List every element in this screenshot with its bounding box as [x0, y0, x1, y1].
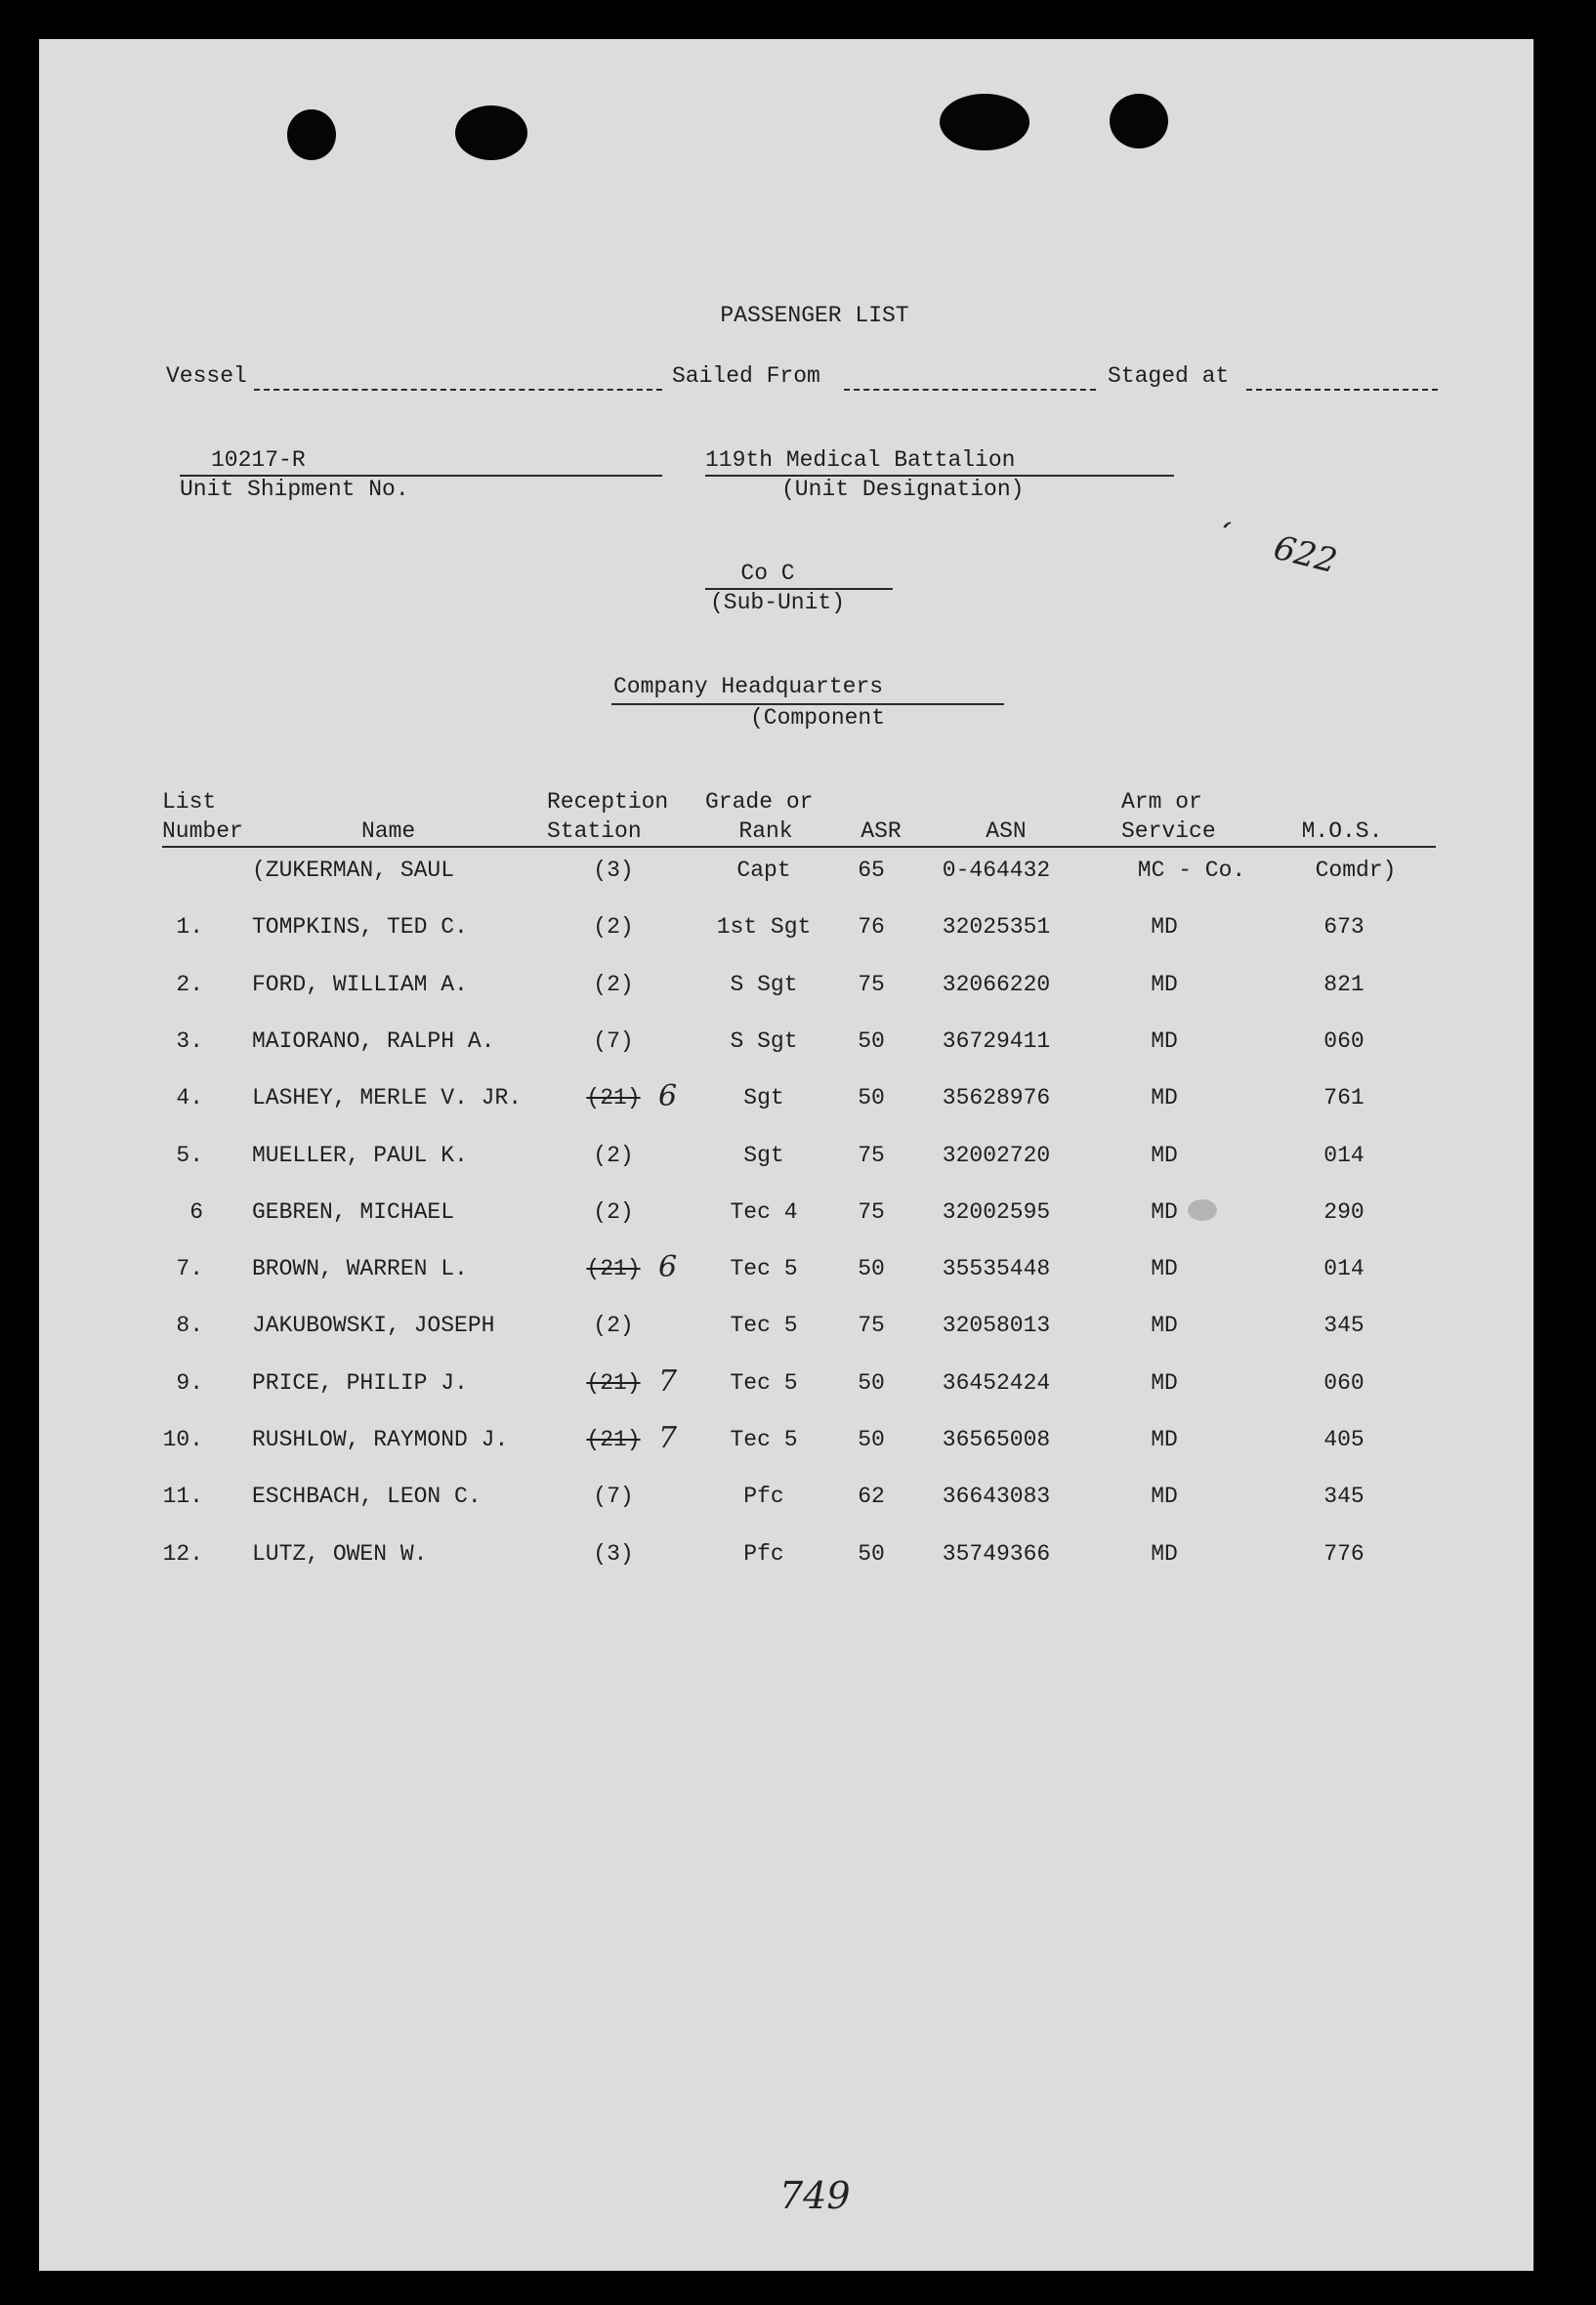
- cell-mos: Comdr): [1315, 858, 1397, 883]
- handwritten-page-number: 749: [779, 2174, 851, 2217]
- cell-num: 12.: [162, 1541, 203, 1567]
- cell-arm: MD: [1151, 1313, 1178, 1338]
- cell-arm: MD: [1151, 914, 1178, 940]
- handwritten-corner-number: 622: [1270, 527, 1341, 582]
- cell-arm: MD: [1151, 1199, 1178, 1225]
- cell-station: (2): [593, 1199, 634, 1225]
- header-rule: [162, 846, 1436, 848]
- cell-mos: 014: [1323, 1143, 1365, 1168]
- col-list-number-2: Number: [162, 818, 243, 844]
- col-arm-1: Arm or: [1121, 789, 1202, 815]
- page-title: PASSENGER LIST: [720, 303, 909, 328]
- cell-arm: MC - Co.: [1137, 858, 1246, 883]
- col-mos: M.O.S.: [1301, 818, 1383, 844]
- cell-mos: 405: [1323, 1427, 1365, 1452]
- handwritten-station-correction: 7: [658, 1421, 678, 1455]
- sub-unit: Co C: [740, 561, 795, 586]
- sailed-from-blank: [844, 389, 1096, 391]
- cell-asr: 65: [858, 858, 885, 883]
- cell-station: (7): [593, 1028, 634, 1054]
- cell-station: (2): [593, 972, 634, 997]
- cell-arm: MD: [1151, 1370, 1178, 1396]
- cell-asn: 0-464432: [942, 858, 1051, 883]
- cell-mos: 345: [1323, 1484, 1365, 1509]
- cell-asr: 50: [858, 1028, 885, 1054]
- cell-asn: 36729411: [942, 1028, 1051, 1054]
- cell-num: 10.: [162, 1427, 203, 1452]
- cell-station: (3): [593, 1541, 634, 1567]
- col-list-number-1: List: [162, 789, 217, 815]
- cell-asn: 32002595: [942, 1199, 1051, 1225]
- cell-grade: Tec 4: [730, 1199, 798, 1225]
- cell-asn: 36565008: [942, 1427, 1051, 1452]
- cell-arm: MD: [1151, 1541, 1178, 1567]
- col-asr: ASR: [861, 818, 902, 844]
- cell-num: 7.: [176, 1256, 203, 1281]
- cell-name: BROWN, WARREN L.: [252, 1256, 468, 1281]
- cell-asr: 75: [858, 1199, 885, 1225]
- cell-grade: S Sgt: [730, 972, 798, 997]
- cell-mos: 761: [1323, 1085, 1365, 1111]
- cell-station: (21): [586, 1370, 641, 1396]
- cell-name: MAIORANO, RALPH A.: [252, 1028, 495, 1054]
- cell-grade: S Sgt: [730, 1028, 798, 1054]
- staged-at-label: Staged at: [1108, 363, 1230, 389]
- cell-grade: Pfc: [743, 1484, 784, 1509]
- cell-num: 11.: [162, 1484, 203, 1509]
- cell-asr: 75: [858, 1143, 885, 1168]
- cell-num: 4.: [176, 1085, 203, 1111]
- cell-grade: Sgt: [743, 1085, 784, 1111]
- cell-name: (ZUKERMAN, SAUL: [252, 858, 455, 883]
- cell-asn: 35535448: [942, 1256, 1051, 1281]
- cell-asn: 32025351: [942, 914, 1051, 940]
- cell-asr: 50: [858, 1427, 885, 1452]
- unit-designation-label: (Unit Designation): [781, 477, 1025, 502]
- unit-shipment-label: Unit Shipment No.: [180, 477, 409, 502]
- cell-asn: 35749366: [942, 1541, 1051, 1567]
- cell-grade: Tec 5: [730, 1313, 798, 1338]
- cell-num: 5.: [176, 1143, 203, 1168]
- cell-name: TOMPKINS, TED C.: [252, 914, 468, 940]
- cell-station: (7): [593, 1484, 634, 1509]
- col-reception-1: Reception: [547, 789, 669, 815]
- cell-asn: 32058013: [942, 1313, 1051, 1338]
- smudge: [1188, 1199, 1217, 1221]
- cell-num: 9.: [176, 1370, 203, 1396]
- col-name: Name: [361, 818, 416, 844]
- component: Company Headquarters: [613, 674, 884, 699]
- handwritten-station-correction: 6: [658, 1079, 678, 1113]
- cell-asn: 36452424: [942, 1370, 1051, 1396]
- cell-asr: 50: [858, 1256, 885, 1281]
- punch-hole: [940, 94, 1029, 150]
- cell-num: 3.: [176, 1028, 203, 1054]
- cell-station: (2): [593, 1313, 634, 1338]
- col-reception-2: Station: [547, 818, 642, 844]
- sub-unit-label: (Sub-Unit): [709, 590, 846, 615]
- unit-shipment-no: 10217-R: [211, 447, 306, 473]
- cell-name: LASHEY, MERLE V. JR.: [252, 1085, 523, 1111]
- cell-asn: 32002720: [942, 1143, 1051, 1168]
- cell-num: 8.: [176, 1313, 203, 1338]
- cell-asr: 75: [858, 1313, 885, 1338]
- handwritten-tick: ʻ: [1213, 515, 1235, 551]
- cell-name: MUELLER, PAUL K.: [252, 1143, 468, 1168]
- cell-arm: MD: [1151, 1143, 1178, 1168]
- cell-mos: 290: [1323, 1199, 1365, 1225]
- cell-asn: 35628976: [942, 1085, 1051, 1111]
- cell-mos: 821: [1323, 972, 1365, 997]
- sailed-from-label: Sailed From: [672, 363, 820, 389]
- cell-mos: 673: [1323, 914, 1365, 940]
- cell-arm: MD: [1151, 972, 1178, 997]
- col-arm-2: Service: [1121, 818, 1216, 844]
- cell-arm: MD: [1151, 1028, 1178, 1054]
- handwritten-station-correction: 6: [658, 1250, 678, 1284]
- cell-name: ESCHBACH, LEON C.: [252, 1484, 482, 1509]
- col-grade-2: Rank: [738, 818, 793, 844]
- staged-at-blank: [1246, 389, 1438, 391]
- component-label: (Component: [750, 705, 886, 731]
- cell-grade: Sgt: [743, 1143, 784, 1168]
- cell-arm: MD: [1151, 1256, 1178, 1281]
- cell-num: 1.: [176, 914, 203, 940]
- cell-asr: 75: [858, 972, 885, 997]
- cell-name: JAKUBOWSKI, JOSEPH: [252, 1313, 495, 1338]
- cell-mos: 014: [1323, 1256, 1365, 1281]
- cell-num: 6: [189, 1199, 203, 1225]
- cell-station: (2): [593, 1143, 634, 1168]
- cell-station: (3): [593, 858, 634, 883]
- cell-station: (2): [593, 914, 634, 940]
- cell-mos: 345: [1323, 1313, 1365, 1338]
- cell-asr: 50: [858, 1370, 885, 1396]
- punch-hole: [455, 105, 527, 160]
- cell-grade: Capt: [736, 858, 791, 883]
- vessel-label: Vessel: [166, 363, 247, 389]
- cell-asr: 50: [858, 1085, 885, 1111]
- cell-grade: 1st Sgt: [716, 914, 812, 940]
- cell-asn: 36643083: [942, 1484, 1051, 1509]
- cell-asr: 76: [858, 914, 885, 940]
- handwritten-station-correction: 7: [658, 1364, 678, 1399]
- cell-grade: Tec 5: [730, 1427, 798, 1452]
- cell-mos: 060: [1323, 1028, 1365, 1054]
- cell-name: GEBREN, MICHAEL: [252, 1199, 455, 1225]
- unit-designation: 119th Medical Battalion: [705, 447, 1016, 473]
- vessel-blank: [254, 389, 662, 391]
- cell-mos: 776: [1323, 1541, 1365, 1567]
- cell-grade: Tec 5: [730, 1370, 798, 1396]
- col-grade-1: Grade or: [705, 789, 814, 815]
- cell-arm: MD: [1151, 1427, 1178, 1452]
- cell-num: 2.: [176, 972, 203, 997]
- punch-hole: [287, 109, 336, 160]
- cell-name: RUSHLOW, RAYMOND J.: [252, 1427, 509, 1452]
- cell-grade: Tec 5: [730, 1256, 798, 1281]
- cell-grade: Pfc: [743, 1541, 784, 1567]
- cell-name: PRICE, PHILIP J.: [252, 1370, 468, 1396]
- cell-name: FORD, WILLIAM A.: [252, 972, 468, 997]
- cell-arm: MD: [1151, 1484, 1178, 1509]
- cell-asn: 32066220: [942, 972, 1051, 997]
- cell-arm: MD: [1151, 1085, 1178, 1111]
- punch-hole: [1110, 94, 1168, 148]
- col-asn: ASN: [986, 818, 1027, 844]
- cell-station: (21): [586, 1256, 641, 1281]
- cell-asr: 62: [858, 1484, 885, 1509]
- cell-name: LUTZ, OWEN W.: [252, 1541, 428, 1567]
- cell-asr: 50: [858, 1541, 885, 1567]
- cell-mos: 060: [1323, 1370, 1365, 1396]
- cell-station: (21): [586, 1085, 641, 1111]
- cell-station: (21): [586, 1427, 641, 1452]
